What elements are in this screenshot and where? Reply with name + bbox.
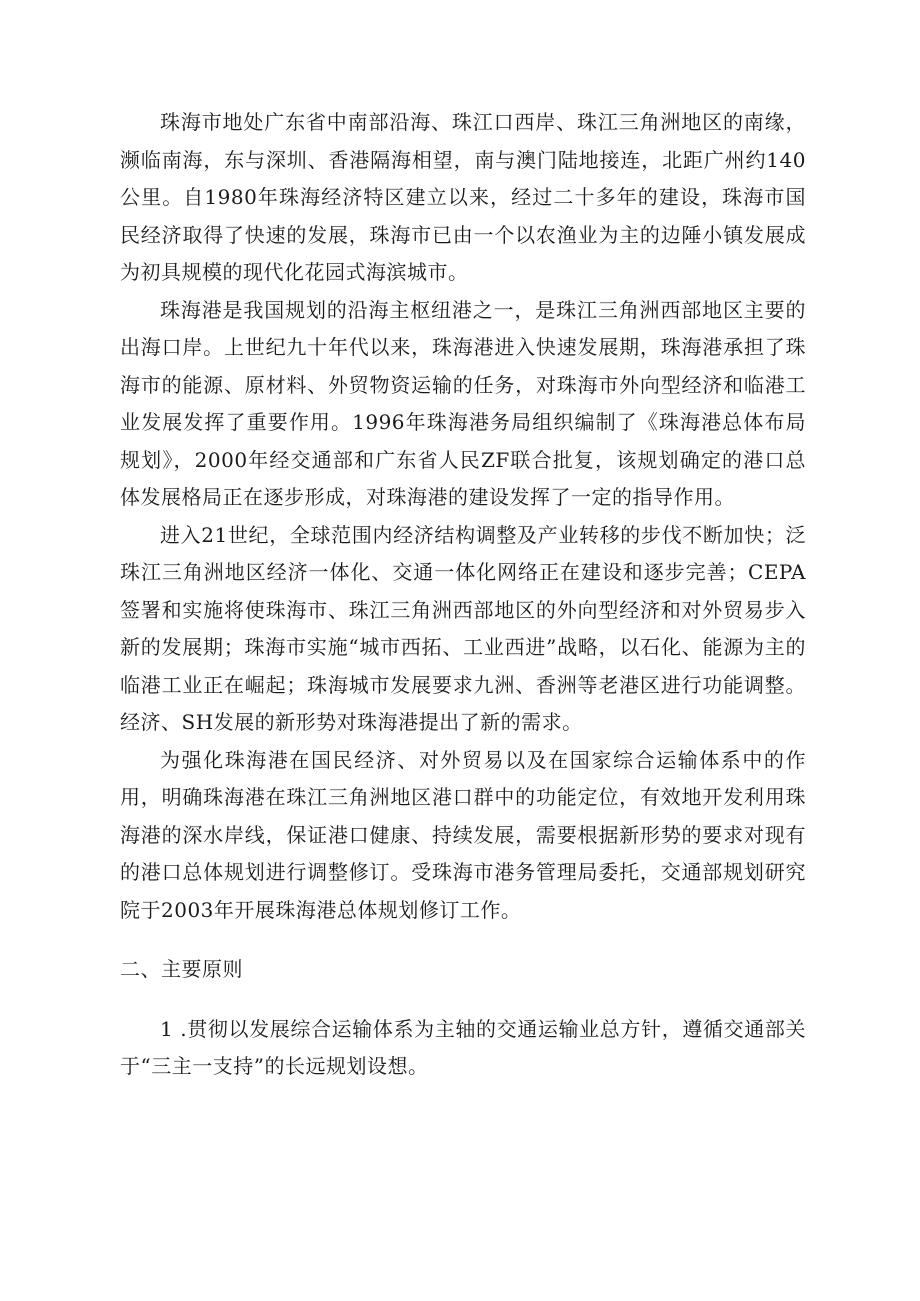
principle-item-1: 1 .贯彻以发展综合运输体系为主轴的交通运输业总方针，遵循交通部关于“三主一支持”的长远规划设想。 <box>120 1016 806 1078</box>
paragraph-city-overview: 珠海市地处广东省中南部沿海、珠江口西岸、珠江三角洲地区的南缘，濒临南海，东与深圳、香港隔海相望，南与澳门陆地接连，北距广州约140公里。自1980年珠海经济特区建立以来，经过二十多年的建设，珠海市国民经济取得了快速的发展，珠海市已由一个以农渔业为主的边陲小镇发展成为初具规模的现代化花园式海滨城市。 <box>120 110 806 284</box>
paragraph-port-history: 珠海港是我国规划的沿海主枢纽港之一，是珠江三角洲西部地区主要的出海口岸。上世纪九十年代以来，珠海港进入快速发展期，珠海港承担了珠海市的能源、原材料、外贸物资运输的任务，对珠海市外向型经济和临港工业发展发挥了重要作用。1996年珠海港务局组织编制了《珠海港总体布局规划》，2000年经交通部和广东省人民ZF联合批复，该规划确定的港口总体发展格局正在逐步形成，对珠海港的建设发挥了一定的指导作用。 <box>120 297 806 509</box>
paragraph-new-century: 进入21世纪，全球范围内经济结构调整及产业转移的步伐不断加快；泛珠江三角洲地区经济一体化、交通一体化网络正在建设和逐步完善；CEPA签署和实施将使珠海市、珠江三角洲西部地区的外向型经济和对外贸易步入新的发展期；珠海市实施“城市西拓、工业西进”战略，以石化、能源为主的临港工业正在崛起；珠海城市发展要求九洲、香洲等老港区进行功能调整。经济、SH发展的新形势对珠海港提出了新的需求。 <box>120 522 806 734</box>
paragraph-plan-revision: 为强化珠海港在国民经济、对外贸易以及在国家综合运输体系中的作用，明确珠海港在珠江三角洲地区港口群中的功能定位，有效地开发利用珠海港的深水岸线，保证港口健康、持续发展，需要根据新形势的要求对现有的港口总体规划进行调整修订。受珠海市港务管理局委托，交通部规划研究院于2003年开展珠海港总体规划修订工作。 <box>120 747 806 922</box>
section-heading-main-principles: 二、主要原则 <box>120 957 243 981</box>
